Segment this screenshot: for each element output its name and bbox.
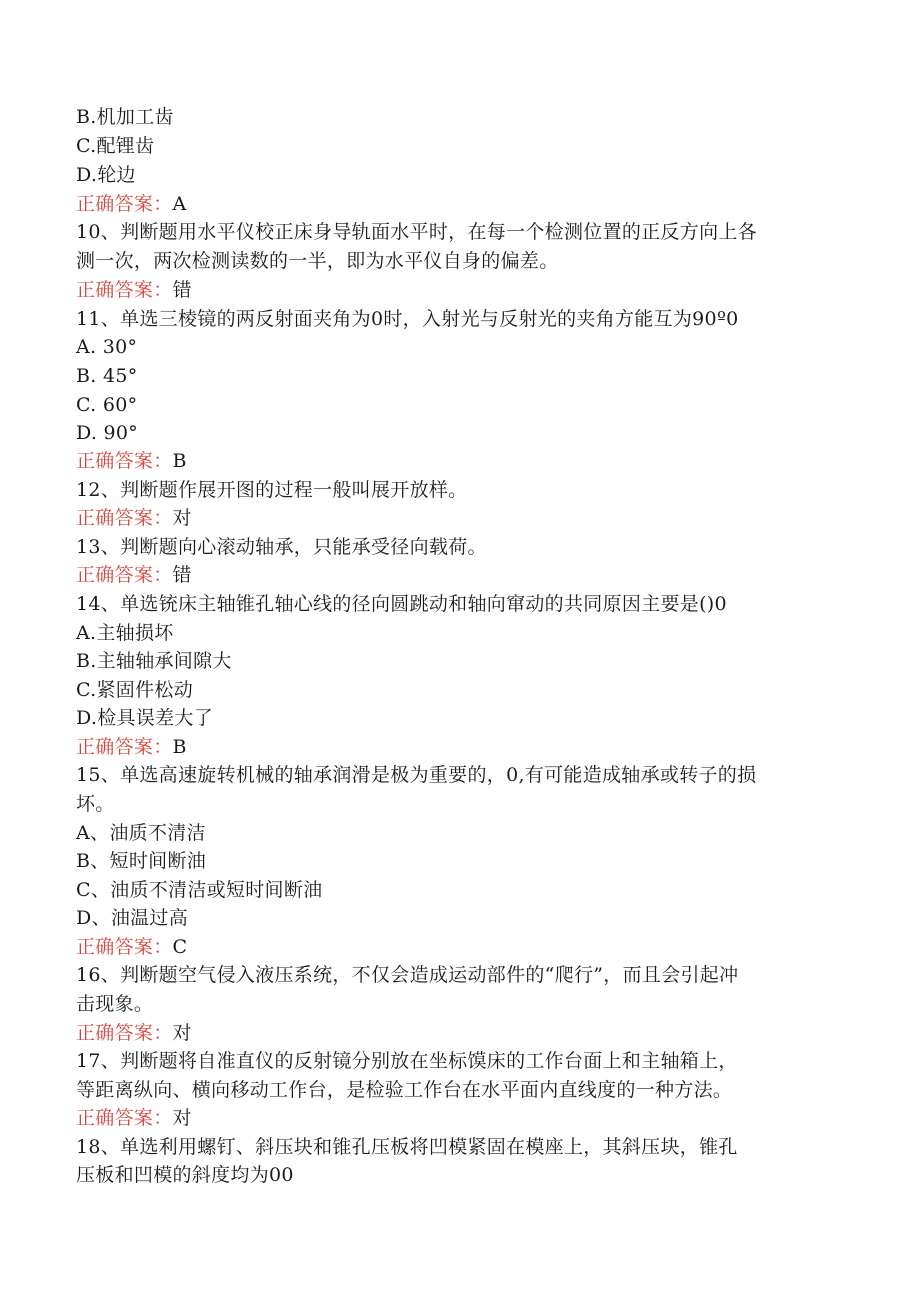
answer-label: 正确答案： — [76, 1022, 173, 1044]
option-line: A、油质不清洁 — [76, 822, 206, 844]
option-line: C.配锂齿 — [76, 135, 155, 157]
answer-value: 对 — [172, 507, 192, 529]
question-line: 击现象。 — [76, 993, 154, 1015]
answer-line — [76, 1020, 846, 1046]
answer-line — [76, 277, 846, 303]
option-line: D.轮边 — [76, 164, 136, 186]
answer-value: C — [172, 936, 188, 958]
question-line: 15、单选高速旋转机械的轴承润滑是极为重要的，0,有可能造成轴承或转子的损 — [76, 764, 757, 786]
answer-line — [76, 562, 846, 588]
answer-label: 正确答案： — [76, 507, 173, 529]
answer-label: 正确答案： — [76, 1107, 173, 1129]
option-line: C. 60° — [76, 394, 138, 416]
answer-label: 正确答案： — [76, 450, 173, 472]
question-line: 12、判断题作展开图的过程一般叫展开放样。 — [76, 479, 468, 501]
option-line: A.主轴损坏 — [76, 622, 174, 644]
answer-line — [76, 448, 846, 474]
answer-value: B — [172, 736, 187, 758]
answer-line — [76, 191, 846, 217]
answer-value: 错 — [172, 564, 192, 586]
question-line: 测一次，两次检测读数的一半，即为水平仪自身的偏差。 — [76, 250, 559, 272]
question-line: 13、判断题向心滚动轴承，只能承受径向载荷。 — [76, 536, 487, 558]
option-line: C.紧固件松动 — [76, 679, 194, 701]
option-line: D、油温过高 — [76, 907, 189, 929]
question-line: 18、单选利用螺钉、斜压块和锥孔压板将凹模紧固在模座上，其斜压块，锥孔 — [76, 1136, 738, 1158]
answer-label: 正确答案： — [76, 936, 173, 958]
option-line: B、短时间断油 — [76, 850, 207, 872]
answer-line — [76, 734, 846, 760]
option-line: B. 45° — [76, 365, 138, 387]
question-line: 压板和凹模的斜度均为00 — [76, 1164, 294, 1186]
option-line: D. 90° — [76, 422, 139, 444]
answer-label: 正确答案： — [76, 279, 173, 301]
answer-value: 对 — [172, 1022, 192, 1044]
option-line: A. 30° — [76, 336, 138, 358]
question-line: 10、判断题用水平仪校正床身导轨面水平时，在每一个检测位置的正反方向上各 — [76, 221, 757, 243]
answer-line — [76, 505, 846, 531]
answer-value: 错 — [172, 279, 192, 301]
answer-value: A — [172, 193, 187, 215]
answer-label: 正确答案： — [76, 193, 173, 215]
question-line: 16、判断题空气侵入液压系统，不仅会造成运动部件的“爬行”，而且会引起冲 — [76, 964, 739, 986]
answer-line — [76, 1105, 846, 1131]
answer-label: 正确答案： — [76, 564, 173, 586]
answer-value: B — [172, 450, 187, 472]
question-line: 坏。 — [76, 793, 115, 815]
option-line: D.检具误差大了 — [76, 707, 213, 729]
question-line: 17、判断题将自准直仪的反射镜分别放在坐标馍床的工作台面上和主轴箱上， — [76, 1050, 738, 1072]
option-line: B.机加工齿 — [76, 106, 174, 128]
question-line: 14、单选铳床主轴锥孔轴心线的径向圆跳动和轴向窜动的共同原因主要是()0 — [76, 593, 727, 615]
answer-line — [76, 934, 846, 960]
question-line: 等距离纵向、横向移动工作台，是检验工作台在水平面内直线度的一种方法。 — [76, 1079, 733, 1101]
option-line: B.主轴轴承间隙大 — [76, 650, 232, 672]
answer-value: 对 — [172, 1107, 192, 1129]
option-line: C、油质不清洁或短时间断油 — [76, 879, 323, 901]
question-line: 11、单选三棱镜的两反射面夹角为0时，入射光与反射光的夹角方能互为90º0 — [76, 308, 739, 330]
answer-label: 正确答案： — [76, 736, 173, 758]
